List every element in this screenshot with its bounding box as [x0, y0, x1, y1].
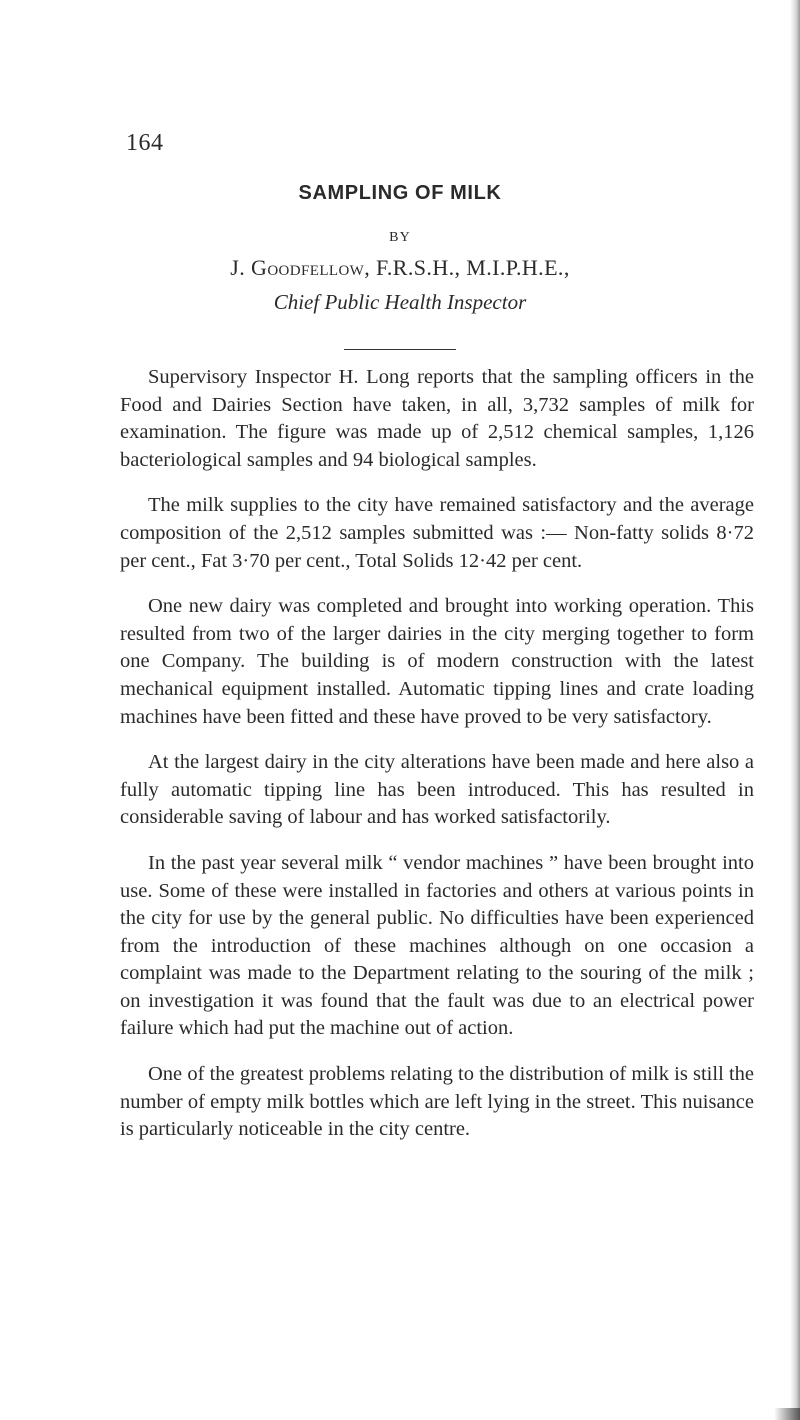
page-corner-shadow: [774, 1408, 800, 1420]
section-divider: [344, 349, 456, 350]
byline: BY: [389, 230, 411, 245]
paragraph: The milk supplies to the city have remained satisfactory and the average composition of the 2,512 samples submitted was :— Non-fatty solids 8·72 per cent., Fat 3·70 per cent., Total Solids 12·42 per cent.: [120, 494, 754, 572]
page-number: 164: [126, 130, 164, 156]
paragraph: At the largest dairy in the city alterations have been made and here also a fully automatic tipping line has been introduced. This has resulted in considerable saving of labour and has worked satisfactorily.: [120, 751, 754, 829]
paragraph: Supervisory Inspector H. Long reports that the sampling officers in the Food and Dairies Section have taken, in all, 3,732 samples of milk for examination. The figure was made up of 2,512 chemical samples, 1,126 bacteriological samples and 94 biological samples.: [120, 366, 754, 471]
paragraph: One new dairy was completed and brought into working operation. This resulted from two of the larger dairies in the city merging together to form one Company. The building is of modern construction with the latest mechanical equipment installed. Automatic tipping lines and crate loading machines have been fitted and these have proved to be very satisfactory.: [120, 595, 754, 728]
page-edge-shadow: [790, 0, 800, 1420]
article-body: [120, 364, 754, 1162]
paragraph: One of the greatest problems relating to the distribution of milk is still the number of empty milk bottles which are left lying in the street. This nuisance is particularly noticeable in the city centre.: [120, 1063, 754, 1141]
author-name: J. Goodfellow, F.R.S.H., M.I.P.H.E.,: [230, 255, 570, 280]
author-role: Chief Public Health Inspector: [273, 290, 527, 314]
paragraph: In the past year several milk “ vendor machines ” have been brought into use. Some of these were installed in factories and others at various points in the city for use by the general public. No difficulties have been experienced from the introduction of these machines although on one occasion a complaint was made to the Department relating to the souring of the milk ; on investigation it was found that the fault was due to an electrical power failure which had put the machine out of action.: [120, 851, 754, 1040]
article-title: SAMPLING OF MILK: [298, 182, 502, 204]
